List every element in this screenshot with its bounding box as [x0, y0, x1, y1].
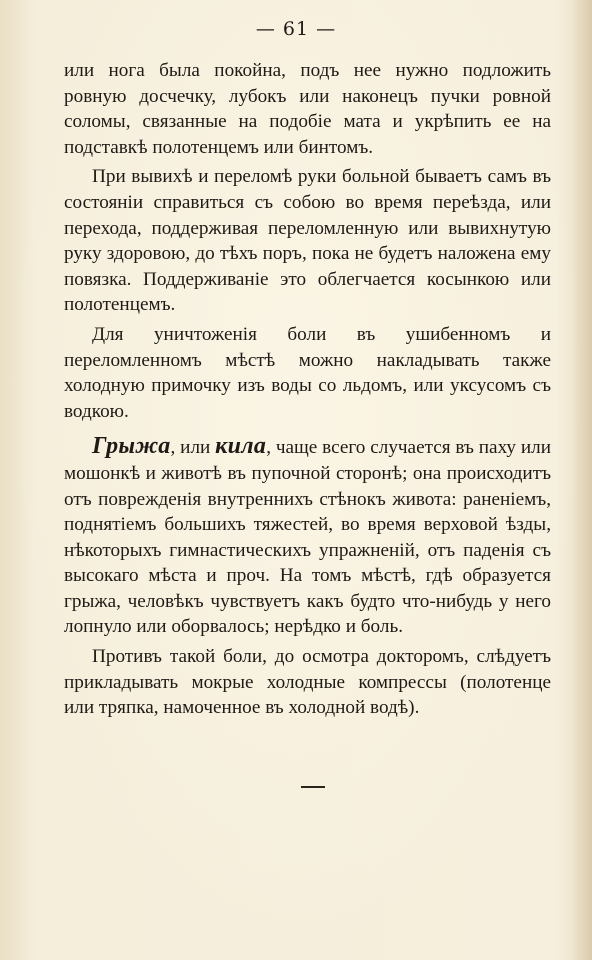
page-number: — 61 — [255, 18, 337, 40]
page-edge-shade [572, 0, 592, 960]
paragraph-cold-compress: Противъ такой боли, до осмотра докторомъ, слѣдуетъ прикладывать мокрые холодные компрессы (полотенце или тряпка, намоченное въ холодной водѣ). [64, 646, 551, 719]
page-body [64, 58, 551, 721]
paragraph-dislocation-arm: При вывихѣ и переломѣ руки больной бываетъ самъ въ состояніи справиться съ собою во время переѣзда, или перехода, поддерживая переломленную или вывихнутую руку здоровою, до тѣхъ поръ, пока не будетъ наложена ему повязка. Поддерживаніе это облегчается косынкою или полотенцемъ. [64, 166, 551, 316]
end-rule [301, 786, 325, 788]
paragraph-continuation: или нога была покойна, подъ нее нужно подложить ровную досчечку, лубокъ или наконецъ пучки ровной соломы, связанные на подобіе мата и укрѣпить ее на подставкѣ полотенцемъ или бинтомъ. [64, 60, 551, 158]
term-kila: кила [215, 433, 267, 460]
hernia-text: , чаще всего случается въ паху или мошонкѣ и животѣ въ пупочной сторонѣ; она происходитъ отъ поврежденія внутреннихъ стѣнокъ живота: раненіемъ, поднятіемъ большихъ тяжестей, во время верховой ѣзды, нѣкоторыхъ гимнастическихъ упражненій, отъ паденія съ высокаго мѣста и проч. На томъ мѣстѣ, гдѣ образуется грыжа, человѣкъ чувствуетъ какъ будто что-нибудь у него лопнуло или оборвалось; нерѣдко и боль. [64, 437, 551, 638]
term-gryzha: Грыжа [92, 433, 171, 460]
paragraph-hernia [64, 434, 551, 640]
term-connector: , или [170, 437, 216, 459]
paragraph-pain-relief: Для уничтоженія боли въ ушибенномъ и переломленномъ мѣстѣ можно накладывать также холодную примочку изъ воды со льдомъ, или уксусомъ съ водкою. [64, 323, 551, 422]
